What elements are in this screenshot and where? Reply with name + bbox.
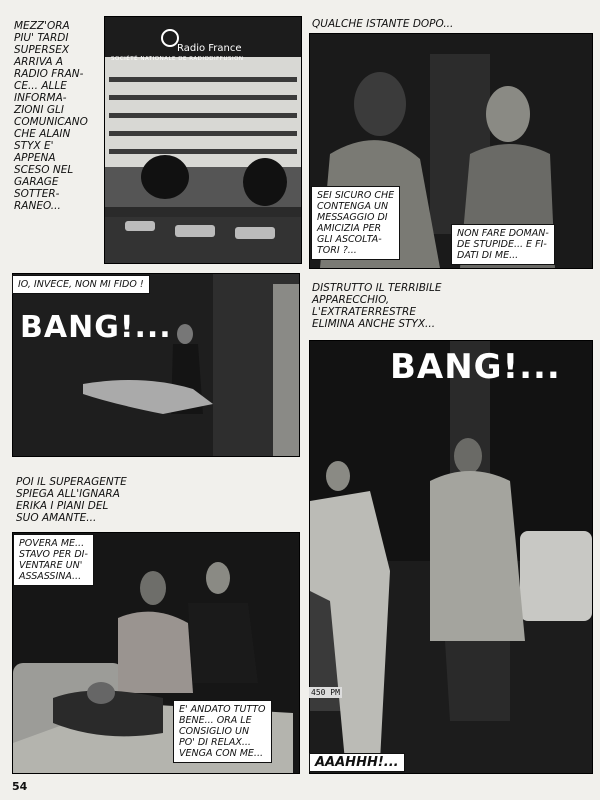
panel4-balloon-scream: AAAHHH!... <box>309 753 405 772</box>
panel5-caption: POI IL SUPERAGENTE SPIEGA ALL'IGNARA ERIKA I PIANI DEL SUO AMANTE... <box>16 476 127 524</box>
panel3-sfx-bang: BANG!... <box>20 310 172 345</box>
panel4-caption: DISTRUTTO IL TERRIBILE APPARECCHIO, L'EXTRATERRESTRE ELIMINA ANCHE STYX... <box>312 282 442 330</box>
panel3-garage-photo <box>12 273 300 457</box>
panel3-balloon: IO, INVECE, NON MI FIDO ! <box>12 275 150 294</box>
panel2-balloon-right: NON FARE DOMAN- DE STUPIDE... E FI- DATI DI ME... <box>451 224 555 265</box>
car-license-plate: 450 PM <box>311 688 340 697</box>
radio-france-sign: Radio France <box>177 43 242 54</box>
panel1-caption: MEZZ'ORA PIU' TARDI SUPERSEX ARRIVA A RADIO FRAN- CE... ALLE INFORMA- ZIONI GLI COMUNICANO CHE ALAIN STYX E' APPENA SCESO NEL GARAGE SOTTER- RANEO... <box>14 20 88 212</box>
page-number: 54 <box>12 780 28 793</box>
panel2-caption: QUALCHE ISTANTE DOPO... <box>312 18 454 30</box>
radio-france-subsign: SOCIÉTÉ NATIONALE DE RADIODIFFUSION <box>111 56 244 62</box>
shot-image <box>310 341 592 773</box>
panel4-sfx-bang: BANG!... <box>390 347 561 387</box>
panel4-shot-photo <box>309 340 593 774</box>
panel1-radio-france-photo <box>104 16 302 264</box>
panel2-balloon-left: SEI SICURO CHE CONTENGA UN MESSAGGIO DI AMICIZIA PER GLI ASCOLTA- TORI ?... <box>311 186 400 260</box>
panel6-balloon-top: POVERA ME... STAVO PER DI- VENTARE UN' ASSASSINA... <box>13 534 94 586</box>
panel6-balloon-bottom: E' ANDATO TUTTO BENE... ORA LE CONSIGLIO UN PO' DI RELAX... VENGA CON ME... <box>173 700 272 763</box>
garage-image <box>13 274 299 456</box>
